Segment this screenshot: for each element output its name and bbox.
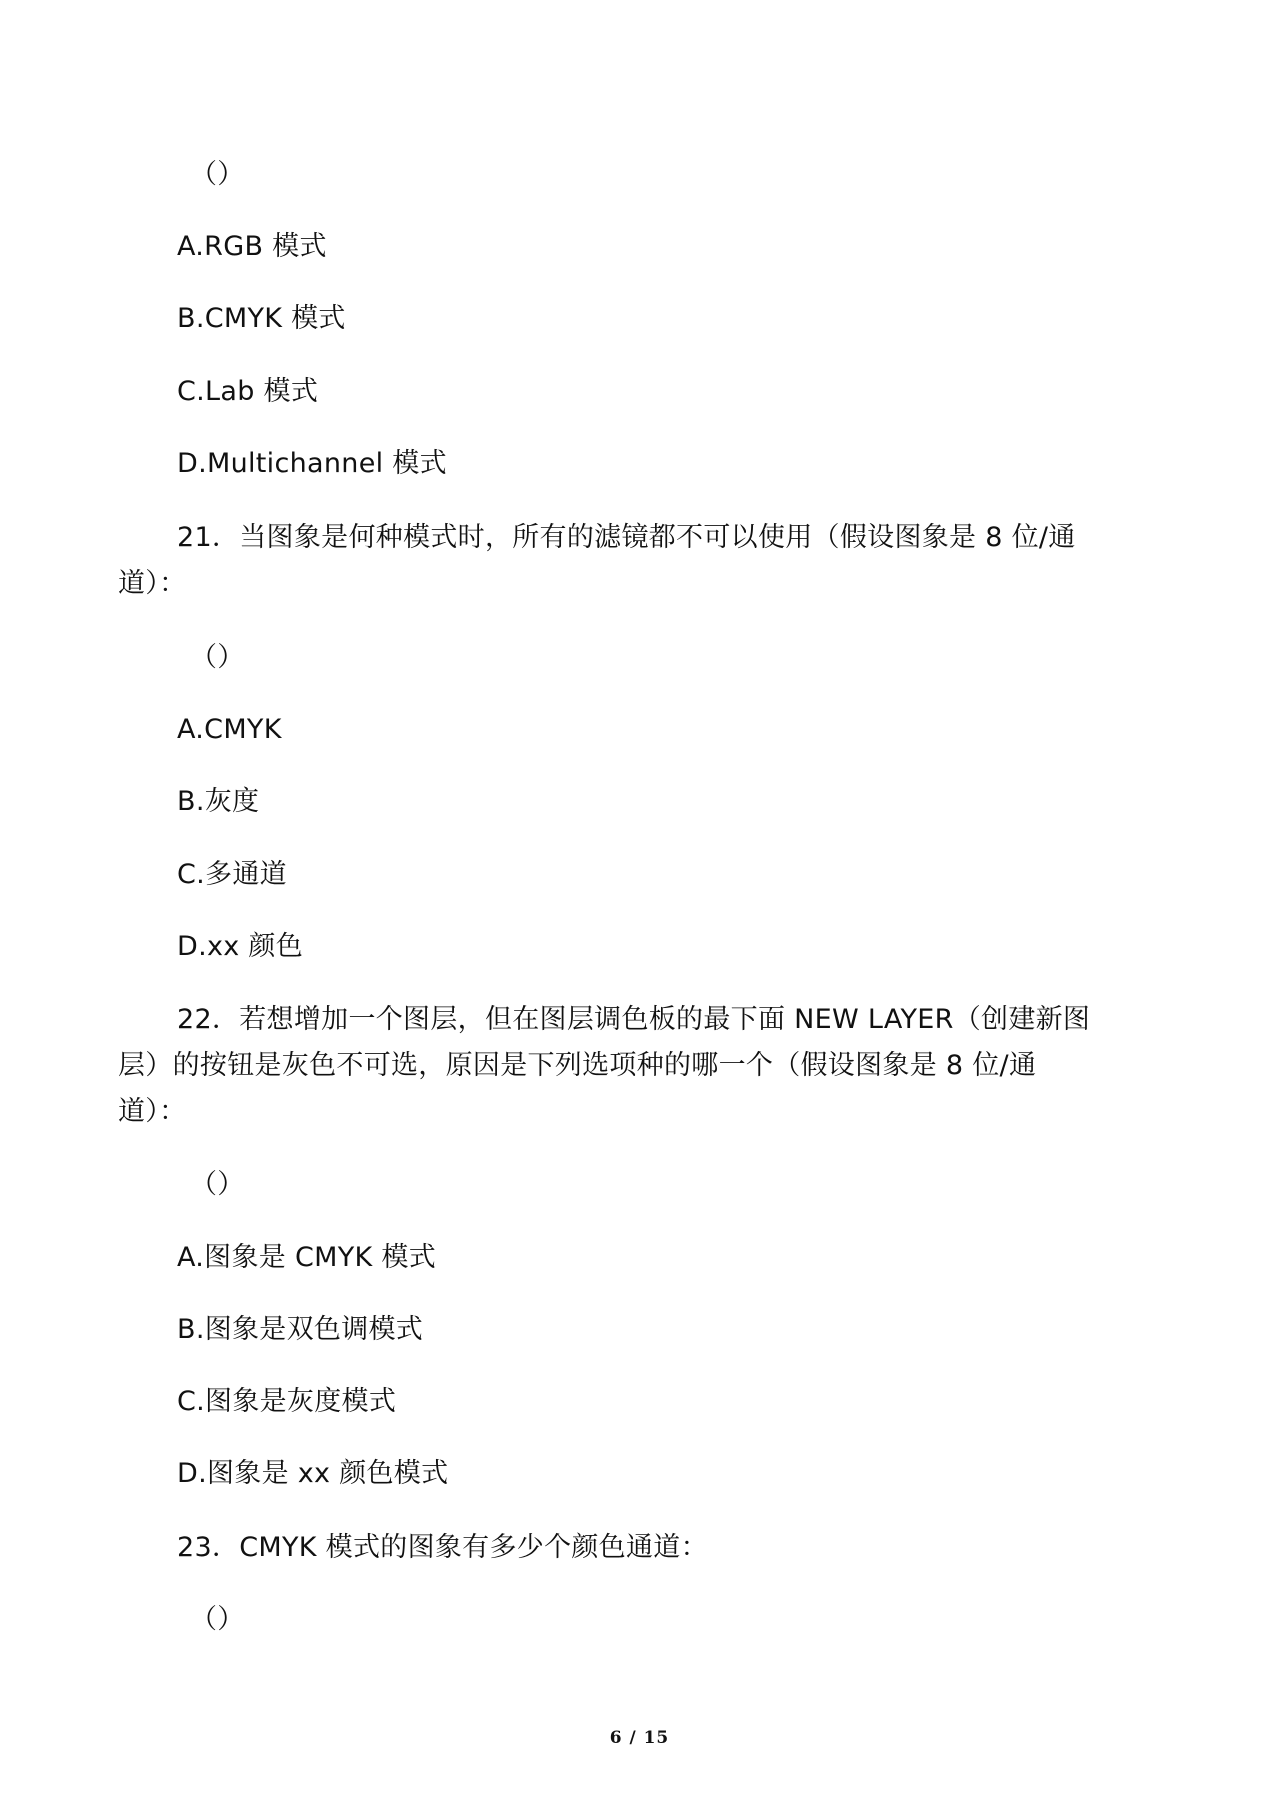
q20-answer-blank: （）: [190, 159, 245, 190]
q21-option-d: D.xx 颜色: [177, 931, 304, 962]
q21-answer-blank: （）: [190, 642, 245, 673]
q22-option-c: C.图象是灰度模式: [177, 1386, 397, 1417]
q21-option-c: C.多通道: [177, 859, 287, 890]
q21-option-a: A.CMYK: [177, 714, 282, 745]
q23-answer-blank: （）: [190, 1604, 245, 1635]
q20-option-c: C.Lab 模式: [177, 376, 319, 407]
q21-option-b: B.灰度: [177, 786, 260, 817]
q20-option-b: B.CMYK 模式: [177, 303, 346, 334]
q22-stem-line1: 22．若想增加一个图层，但在图层调色板的最下面 NEW LAYER（创建新图: [177, 1004, 1091, 1035]
page-number: 6 / 15: [609, 1728, 670, 1748]
q23-stem-line1: 23．CMYK 模式的图象有多少个颜色通道：: [177, 1532, 708, 1563]
q21-stem-line1: 21．当图象是何种模式时，所有的滤镜都不可以使用（假设图象是 8 位/通: [177, 522, 1076, 553]
q22-stem-line2: 层）的按钮是灰色不可选，原因是下列选项种的哪一个（假设图象是 8 位/通: [118, 1050, 1037, 1081]
q22-option-d: D.图象是 xx 颜色模式: [177, 1458, 449, 1489]
q20-option-a: A.RGB 模式: [177, 231, 327, 262]
q22-option-b: B.图象是双色调模式: [177, 1314, 424, 1345]
q22-answer-blank: （）: [190, 1169, 245, 1200]
q20-option-d: D.Multichannel 模式: [177, 448, 447, 479]
q22-option-a: A.图象是 CMYK 模式: [177, 1242, 436, 1273]
q22-stem-line3: 道）：: [118, 1096, 187, 1127]
q21-stem-line2: 道）：: [118, 568, 187, 599]
